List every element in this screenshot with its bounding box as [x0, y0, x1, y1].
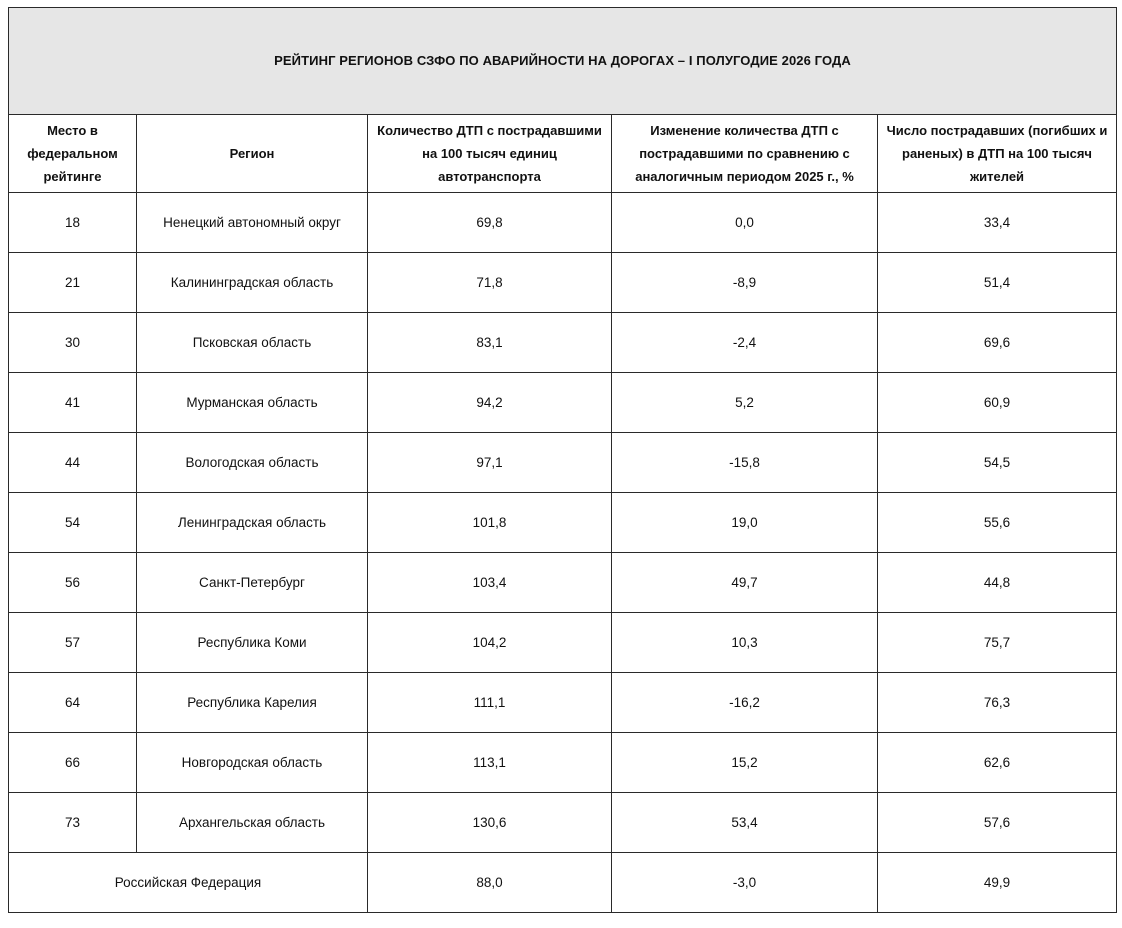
header-row	[9, 115, 1117, 193]
cell-place: 66	[9, 733, 137, 793]
table-title: РЕЙТИНГ РЕГИОНОВ СЗФО ПО АВАРИЙНОСТИ НА ДОРОГАХ – I ПОЛУГОДИЕ 2026 ГОДА	[9, 8, 1117, 115]
table-row	[9, 553, 1117, 613]
table-row	[9, 493, 1117, 553]
column-header-change: Изменение количества ДТП с пострадавшими по сравнению с аналогичным периодом 2025 г., %	[612, 115, 878, 193]
cell-accidents: 111,1	[368, 673, 612, 733]
cell-region: Санкт-Петербург	[137, 553, 368, 613]
cell-accidents: 103,4	[368, 553, 612, 613]
cell-change: 15,2	[612, 733, 878, 793]
cell-region: Новгородская область	[137, 733, 368, 793]
total-region: Российская Федерация	[9, 853, 368, 913]
cell-change: 53,4	[612, 793, 878, 853]
cell-place: 44	[9, 433, 137, 493]
table-row	[9, 253, 1117, 313]
cell-change: -8,9	[612, 253, 878, 313]
cell-accidents: 83,1	[368, 313, 612, 373]
cell-region: Республика Карелия	[137, 673, 368, 733]
cell-change: 49,7	[612, 553, 878, 613]
table-row	[9, 733, 1117, 793]
total-victims: 49,9	[878, 853, 1117, 913]
cell-place: 57	[9, 613, 137, 673]
cell-place: 56	[9, 553, 137, 613]
cell-victims: 44,8	[878, 553, 1117, 613]
cell-accidents: 94,2	[368, 373, 612, 433]
column-header-victims: Число пострадавших (погибших и раненых) в ДТП на 100 тысяч жителей	[878, 115, 1117, 193]
cell-place: 64	[9, 673, 137, 733]
cell-region: Республика Коми	[137, 613, 368, 673]
table-row	[9, 613, 1117, 673]
cell-victims: 57,6	[878, 793, 1117, 853]
table-row	[9, 373, 1117, 433]
table-row	[9, 673, 1117, 733]
cell-region: Псковская область	[137, 313, 368, 373]
cell-region: Ленинградская область	[137, 493, 368, 553]
column-header-place: Место в федеральном рейтинге	[9, 115, 137, 193]
cell-change: 0,0	[612, 193, 878, 253]
cell-change: 10,3	[612, 613, 878, 673]
column-header-accidents: Количество ДТП с пострадавшими на 100 тысяч единиц автотранспорта	[368, 115, 612, 193]
cell-victims: 76,3	[878, 673, 1117, 733]
cell-change: -15,8	[612, 433, 878, 493]
cell-place: 41	[9, 373, 137, 433]
cell-accidents: 71,8	[368, 253, 612, 313]
rating-table	[8, 7, 1117, 913]
cell-accidents: 97,1	[368, 433, 612, 493]
cell-victims: 55,6	[878, 493, 1117, 553]
total-accidents: 88,0	[368, 853, 612, 913]
cell-place: 21	[9, 253, 137, 313]
cell-place: 73	[9, 793, 137, 853]
cell-victims: 51,4	[878, 253, 1117, 313]
column-header-region: Регион	[137, 115, 368, 193]
cell-place: 18	[9, 193, 137, 253]
cell-change: 5,2	[612, 373, 878, 433]
cell-victims: 54,5	[878, 433, 1117, 493]
cell-victims: 69,6	[878, 313, 1117, 373]
table-row	[9, 433, 1117, 493]
total-row	[9, 853, 1117, 913]
cell-place: 30	[9, 313, 137, 373]
table-row	[9, 313, 1117, 373]
cell-place: 54	[9, 493, 137, 553]
cell-region: Вологодская область	[137, 433, 368, 493]
cell-victims: 33,4	[878, 193, 1117, 253]
title-row	[9, 8, 1117, 115]
cell-region: Мурманская область	[137, 373, 368, 433]
cell-accidents: 104,2	[368, 613, 612, 673]
cell-change: 19,0	[612, 493, 878, 553]
cell-victims: 62,6	[878, 733, 1117, 793]
total-change: -3,0	[612, 853, 878, 913]
cell-accidents: 113,1	[368, 733, 612, 793]
cell-accidents: 130,6	[368, 793, 612, 853]
cell-region: Ненецкий автономный округ	[137, 193, 368, 253]
cell-region: Архангельская область	[137, 793, 368, 853]
cell-accidents: 101,8	[368, 493, 612, 553]
cell-accidents: 69,8	[368, 193, 612, 253]
cell-region: Калининградская область	[137, 253, 368, 313]
cell-change: -16,2	[612, 673, 878, 733]
cell-change: -2,4	[612, 313, 878, 373]
cell-victims: 60,9	[878, 373, 1117, 433]
table-row	[9, 793, 1117, 853]
cell-victims: 75,7	[878, 613, 1117, 673]
table-row	[9, 193, 1117, 253]
